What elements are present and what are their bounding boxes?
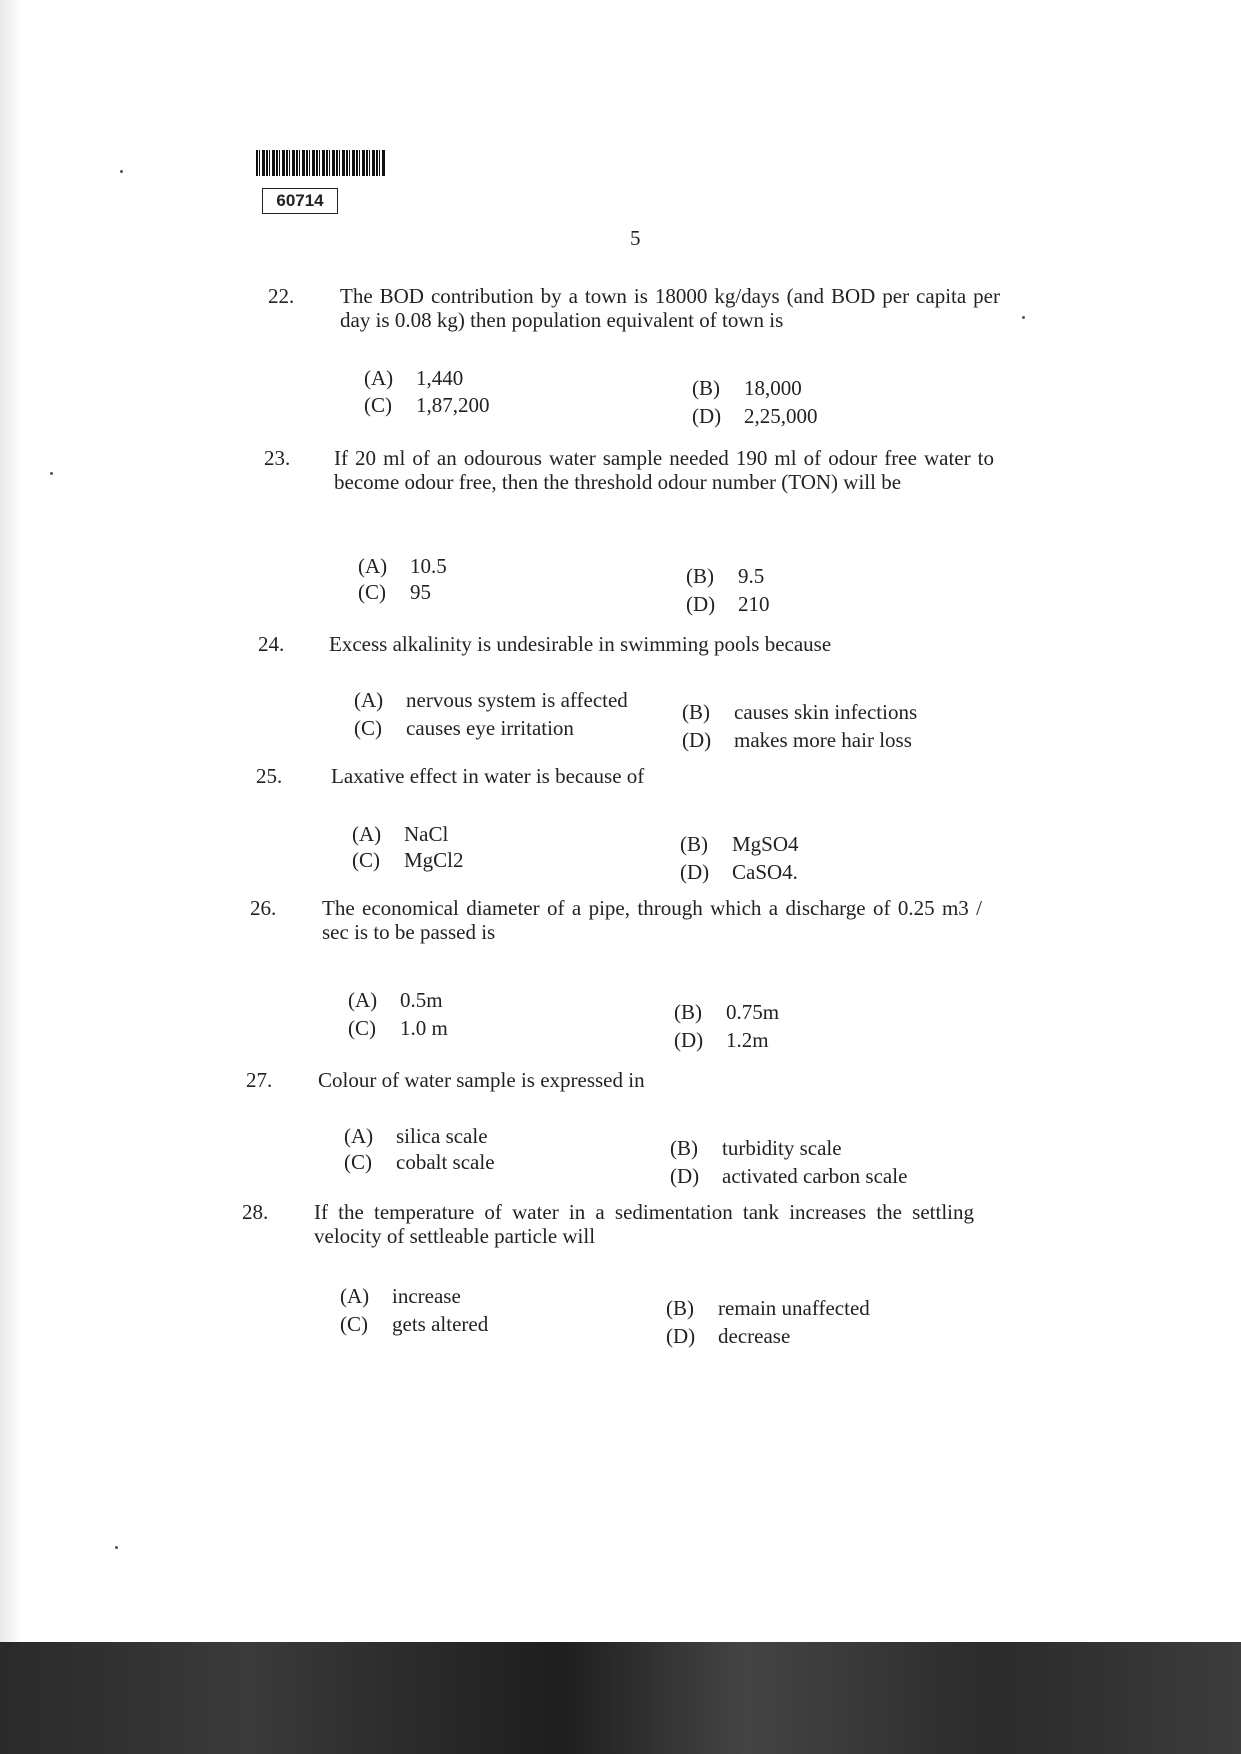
page-number: 5 (630, 226, 641, 250)
question-number: 22. (268, 284, 295, 308)
option-b: (B) 0.75m (674, 1000, 780, 1024)
option-c: (C) cobalt scale (344, 1150, 495, 1174)
paper-code: 60714 (262, 188, 338, 214)
question-text: Colour of water sample is expressed in (318, 1068, 645, 1092)
question-text: Laxative effect in water is because of (331, 764, 645, 788)
option-c: (C) causes eye irritation (354, 716, 574, 740)
question-number: 28. (242, 1200, 269, 1224)
option-b: (B) remain unaffected (666, 1296, 870, 1320)
option-c: (C) MgCl2 (352, 848, 464, 872)
option-d: (D) 2,25,000 (692, 404, 818, 428)
barcode (256, 150, 386, 176)
question-text: The BOD contribution by a town is 18000 kg/days (and BOD per capita per day is 0.08 kg) then population equivalent of town is (340, 284, 1000, 332)
scan-speck (120, 170, 123, 173)
option-a: (A) increase (340, 1284, 461, 1308)
question-text: The economical diameter of a pipe, through which a discharge of 0.25 m3 / sec is to be passed is (322, 896, 982, 944)
option-d: (D) activated carbon scale (670, 1164, 908, 1188)
option-d: (D) CaSO4. (680, 860, 798, 884)
scan-shadow (0, 0, 22, 1642)
scan-speck (115, 1546, 118, 1549)
question-number: 23. (264, 446, 291, 470)
question-number: 27. (246, 1068, 273, 1092)
question-number: 25. (256, 764, 283, 788)
scanner-bed-edge (0, 1642, 1241, 1754)
question-text: If the temperature of water in a sedimentation tank increases the settling velocity of settleable particle will (314, 1200, 974, 1248)
question-number: 26. (250, 896, 277, 920)
option-d: (D) 210 (686, 592, 770, 616)
option-a: (A) 10.5 (358, 554, 447, 578)
option-b: (B) causes skin infections (682, 700, 918, 724)
option-d: (D) decrease (666, 1324, 791, 1348)
option-a: (A) silica scale (344, 1124, 488, 1148)
option-b: (B) MgSO4 (680, 832, 799, 856)
option-d: (D) 1.2m (674, 1028, 769, 1052)
question-text: If 20 ml of an odourous water sample needed 190 ml of odour free water to become odour free, then the threshold odour number (TON) will be (334, 446, 994, 494)
option-c: (C) 1.0 m (348, 1016, 448, 1040)
option-a: (A) 1,440 (364, 366, 464, 390)
option-b: (B) turbidity scale (670, 1136, 842, 1160)
option-c: (C) 1,87,200 (364, 393, 490, 417)
option-b: (B) 9.5 (686, 564, 765, 588)
option-d: (D) makes more hair loss (682, 728, 912, 752)
question-text: Excess alkalinity is undesirable in swimming pools because (329, 632, 832, 656)
scan-speck (1022, 316, 1025, 319)
scan-speck (50, 472, 53, 475)
question-number: 24. (258, 632, 285, 656)
option-c: (C) gets altered (340, 1312, 489, 1336)
option-a: (A) 0.5m (348, 988, 443, 1012)
option-a: (A) NaCl (352, 822, 449, 846)
option-a: (A) nervous system is affected (354, 688, 628, 712)
option-c: (C) 95 (358, 580, 431, 604)
option-b: (B) 18,000 (692, 376, 802, 400)
